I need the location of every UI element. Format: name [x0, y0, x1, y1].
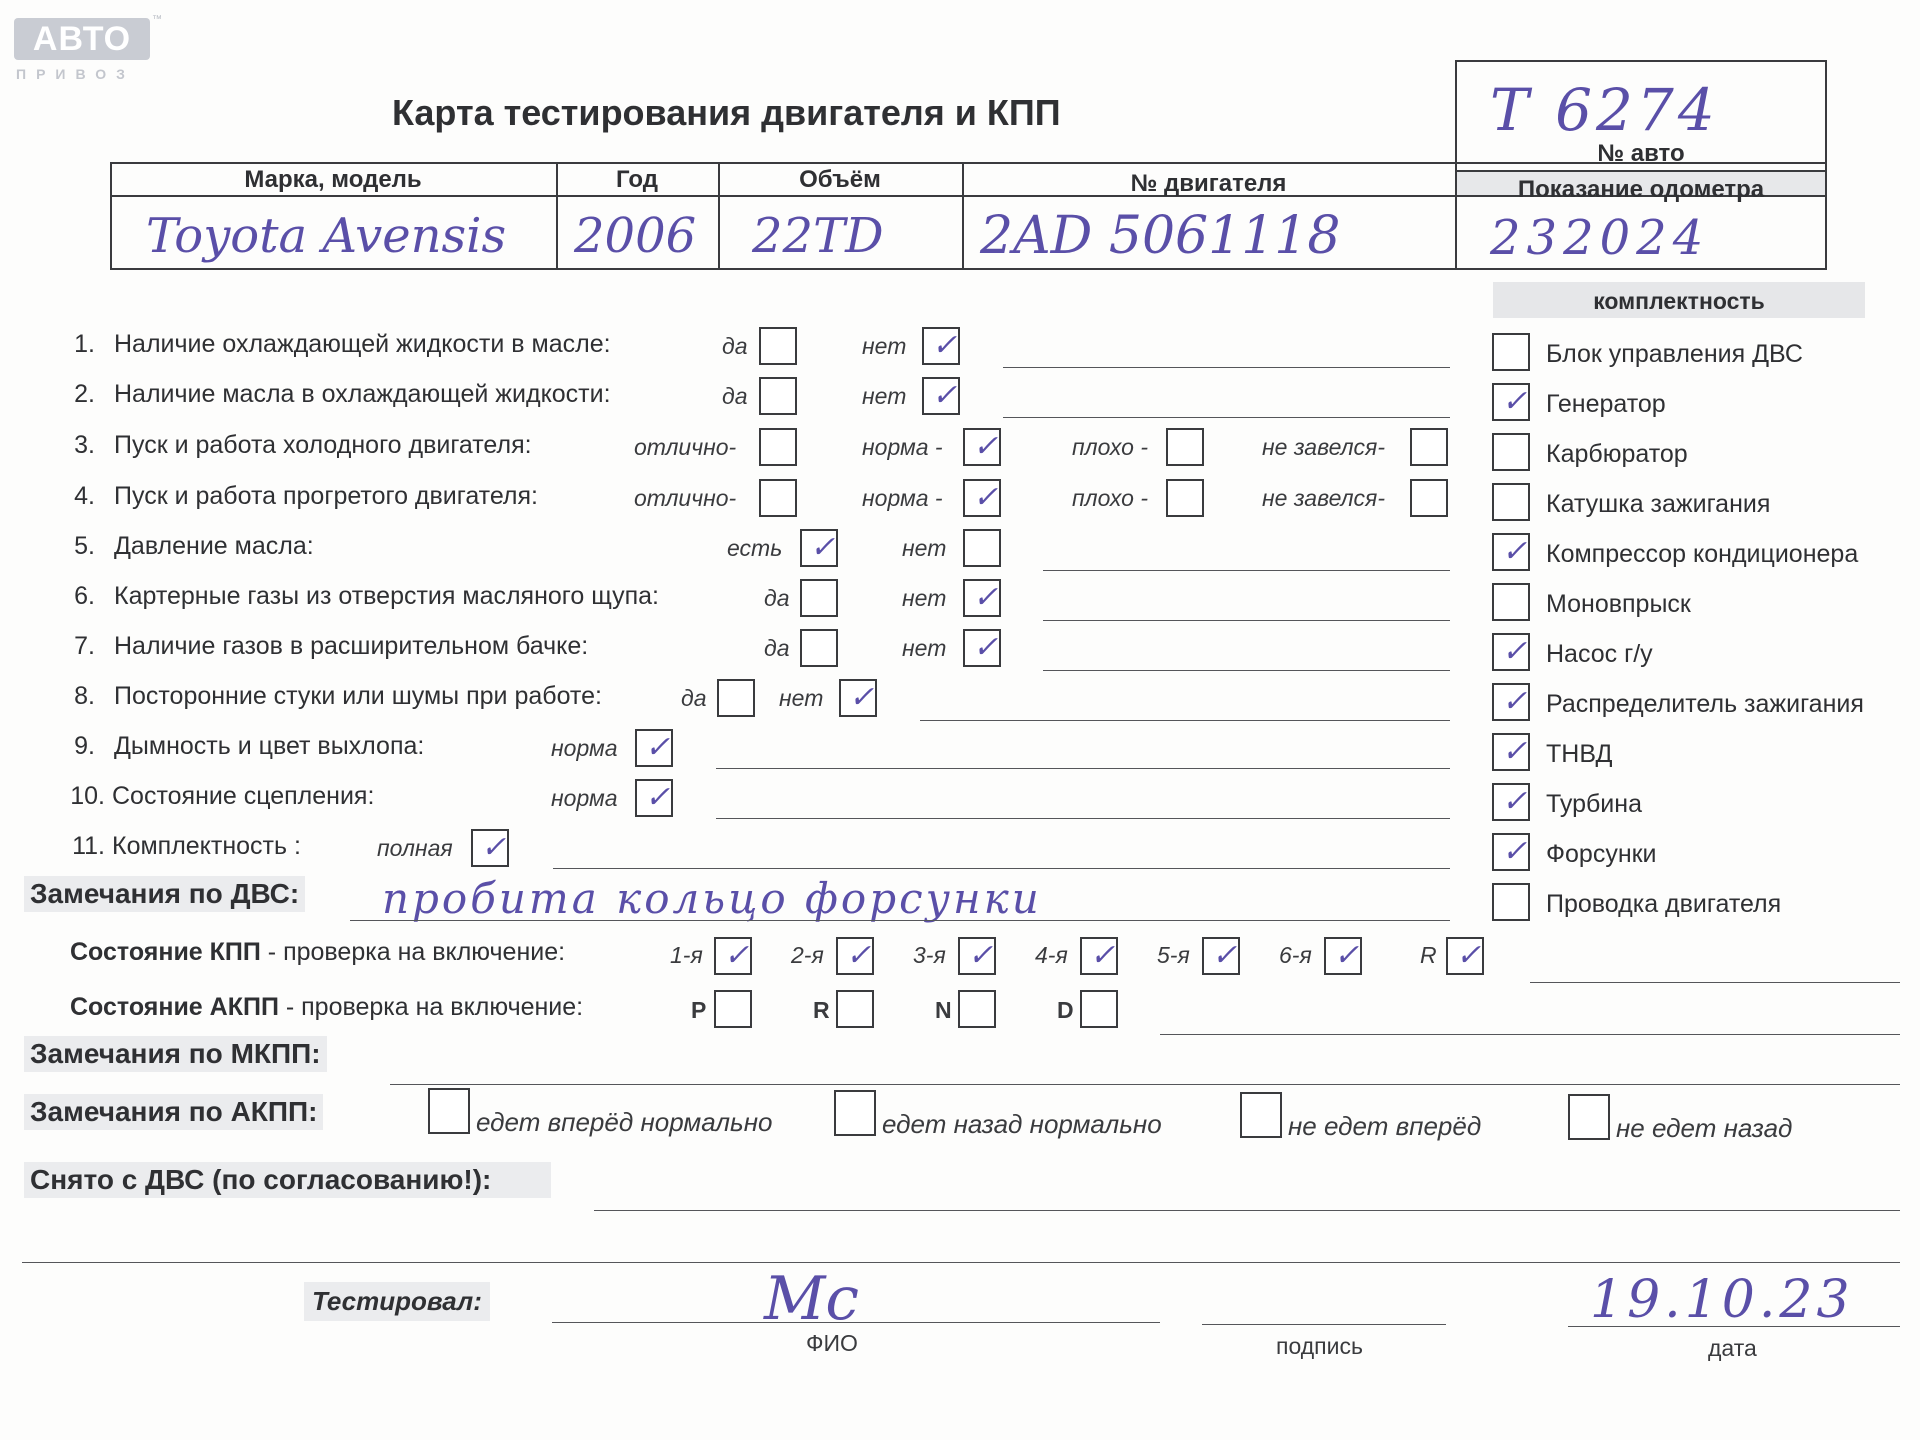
kit-check-distributor: ✓	[1502, 684, 1528, 719]
row-label: Дымность и цвет выхлопа:	[114, 732, 425, 760]
row-label: Комплектность :	[112, 832, 301, 860]
row-option-label: полная	[377, 835, 453, 861]
row-number: 11.	[72, 832, 105, 860]
kit-check-turbine: ✓	[1502, 784, 1528, 819]
kit-label-monoinjection: Моновпрыск	[1546, 590, 1691, 618]
kit-check-injectors: ✓	[1502, 834, 1528, 869]
kpp-gear-label: 6-я	[1279, 942, 1312, 968]
kit-label-distributor: Распределитель зажигания	[1546, 690, 1864, 718]
row-option-label: да	[764, 635, 790, 661]
row-checkbox[interactable]	[800, 579, 838, 617]
row-check-mark: ✓	[810, 530, 836, 565]
kit-label-ecu: Блок управления ДВС	[1546, 340, 1803, 368]
row-option-label: плохо -	[1072, 434, 1148, 460]
row-checkbox[interactable]	[759, 428, 797, 466]
row-check-mark: ✓	[932, 328, 958, 363]
row-option-label: не завелся-	[1262, 434, 1386, 460]
removed-label: Снято с ДВС (по согласованию!):	[24, 1162, 551, 1198]
row-number: 3.	[74, 431, 95, 459]
kpp-gear-check: ✓	[1456, 938, 1482, 973]
akpp-mode-label: N	[935, 997, 952, 1023]
akpp-backward-ok-checkbox[interactable]	[834, 1090, 876, 1136]
row-check-mark: ✓	[973, 580, 999, 615]
row-check-mark: ✓	[973, 630, 999, 665]
row-check-mark: ✓	[645, 730, 671, 765]
page-title: Карта тестирования двигателя и КПП	[392, 92, 1061, 133]
date-caption: дата	[1708, 1335, 1757, 1361]
kpp-label: Состояние КПП - проверка на включение:	[70, 938, 566, 966]
row-notes-line	[1043, 570, 1450, 571]
year-value[interactable]: 2006	[574, 208, 697, 264]
row-notes-line	[1003, 367, 1450, 368]
engine-number-value[interactable]: 2AD 5061118	[980, 206, 1341, 266]
row-option-label: нет	[862, 383, 907, 409]
akpp-no-backward-checkbox[interactable]	[1568, 1094, 1610, 1140]
row-notes-line	[1003, 417, 1450, 418]
kit-label-injectors: Форсунки	[1546, 840, 1657, 868]
row-option-label: да	[722, 383, 748, 409]
row-checkbox[interactable]	[963, 529, 1001, 567]
row-checkbox[interactable]	[759, 327, 797, 365]
akpp-no-forward-label: не едет вперёд	[1288, 1111, 1482, 1141]
auto-number-value[interactable]: Т 6274	[1490, 76, 1719, 144]
row-check-mark: ✓	[932, 378, 958, 413]
row-number: 5.	[74, 532, 95, 560]
kpp-gear-label: 3-я	[913, 942, 946, 968]
row-number: 8.	[74, 682, 95, 710]
row-label: Наличие охлаждающей жидкости в масле:	[114, 330, 611, 358]
volume-value[interactable]: 22TD	[752, 208, 884, 264]
row-checkbox[interactable]	[1166, 479, 1204, 517]
row-option-label: норма	[551, 735, 618, 761]
row-label: Картерные газы из отверстия масляного щупа:	[114, 582, 659, 610]
kit-check-ac-compressor: ✓	[1502, 534, 1528, 569]
signature-value[interactable]: Мс	[764, 1264, 860, 1334]
row-check-mark: ✓	[973, 480, 999, 515]
row-label: Пуск и работа прогретого двигателя:	[114, 482, 538, 510]
kit-label-carburetor: Карбюратор	[1546, 440, 1688, 468]
akpp-forward-ok-checkbox[interactable]	[428, 1088, 470, 1134]
row-option-label: нет	[862, 333, 907, 359]
row-number: 10.	[70, 782, 105, 810]
kit-label-turbine: Турбина	[1546, 790, 1642, 818]
remarks-mkpp-label: Замечания по МКПП:	[24, 1036, 327, 1072]
kpp-gear-label: 1-я	[670, 942, 703, 968]
row-label: Наличие газов в расширительном бачке:	[114, 632, 589, 660]
row-notes-line	[716, 768, 1450, 769]
removed-line	[594, 1210, 1900, 1211]
akpp-forward-ok-label: едет вперёд нормально	[476, 1107, 773, 1137]
kit-label-tnvd: ТНВД	[1546, 740, 1613, 768]
date-value[interactable]: 19.10.23	[1590, 1270, 1854, 1330]
signature-line	[1202, 1324, 1446, 1325]
row-label: Наличие масла в охлаждающей жидкости:	[114, 380, 611, 408]
auto-number-label: № авто	[1597, 140, 1685, 167]
row-notes-line	[920, 720, 1450, 721]
row-option-label: норма -	[862, 434, 943, 460]
row-number: 4.	[74, 482, 95, 510]
akpp-mode-label: P	[691, 997, 707, 1023]
kpp-gear-check: ✓	[1212, 938, 1238, 973]
row-option-label: да	[722, 333, 748, 359]
row-label: Давление масла:	[114, 532, 314, 560]
row-number: 7.	[74, 632, 95, 660]
row-option-label: нет	[779, 685, 824, 711]
kit-label-ignition-coil: Катушка зажигания	[1546, 490, 1771, 518]
row-option-label: отлично-	[634, 485, 737, 511]
kit-checkbox-ecu[interactable]	[1492, 333, 1530, 371]
row-option-label: отлично-	[634, 434, 737, 460]
kpp-gear-check: ✓	[846, 938, 872, 973]
row-label: Посторонние стуки или шумы при работе:	[114, 682, 602, 710]
kpp-notes-line	[1530, 982, 1900, 983]
kit-label-ps-pump: Насос г/у	[1546, 640, 1653, 668]
kit-title: комплектность	[1593, 288, 1765, 314]
kpp-gear-check: ✓	[724, 938, 750, 973]
odometer-value[interactable]: 232024	[1490, 210, 1710, 266]
row-notes-line	[716, 818, 1450, 819]
kit-checkbox-carburetor[interactable]	[1492, 433, 1530, 471]
removed-line-2	[22, 1262, 1900, 1263]
row-label: Состояние сцепления:	[112, 782, 375, 810]
remarks-engine-value[interactable]: пробита кольцо форсунки	[382, 874, 1042, 923]
signature-caption: подпись	[1276, 1333, 1363, 1359]
row-checkbox[interactable]	[800, 629, 838, 667]
brand-model-value[interactable]: Toyota Avensis	[146, 208, 507, 264]
akpp-no-backward-label: не едет назад	[1616, 1113, 1793, 1143]
header-engine-number: № двигателя	[1130, 170, 1287, 197]
row-option-label: нет	[902, 635, 947, 661]
kit-checkbox-ignition-coil[interactable]	[1492, 483, 1530, 521]
kit-checkbox-wiring[interactable]	[1492, 883, 1530, 921]
row-option-label: норма	[551, 785, 618, 811]
header-odometer: Показание одометра	[1517, 176, 1765, 203]
akpp-no-forward-checkbox[interactable]	[1240, 1092, 1282, 1138]
logo-trademark: ™	[152, 14, 162, 25]
row-check-mark: ✓	[849, 680, 875, 715]
header-year: Год	[616, 166, 658, 193]
row-option-label: есть	[727, 535, 783, 561]
remarks-engine-label: Замечания по ДВС:	[24, 876, 305, 912]
akpp-mode-checkbox[interactable]	[714, 990, 752, 1028]
row-label: Пуск и работа холодного двигателя:	[114, 431, 532, 459]
row-option-label: нет	[902, 535, 947, 561]
row-checkbox[interactable]	[759, 479, 797, 517]
row-check-mark: ✓	[973, 429, 999, 464]
kit-check-generator: ✓	[1502, 384, 1528, 419]
fio-line	[552, 1322, 1160, 1323]
kpp-gear-check: ✓	[1334, 938, 1360, 973]
kpp-gear-check: ✓	[968, 938, 994, 973]
row-number: 6.	[74, 582, 95, 610]
row-option-label: да	[764, 585, 790, 611]
row-checkbox[interactable]	[1166, 428, 1204, 466]
kit-label-ac-compressor: Компрессор кондиционера	[1546, 540, 1859, 568]
row-option-label: плохо -	[1072, 485, 1148, 511]
header-volume: Объём	[799, 166, 881, 193]
row-notes-line	[1043, 670, 1450, 671]
fio-caption: ФИО	[806, 1330, 858, 1356]
header-brand-model: Марка, модель	[244, 166, 422, 193]
row-checkbox[interactable]	[1410, 428, 1448, 466]
akpp-backward-ok-label: едет назад нормально	[882, 1109, 1162, 1139]
kit-check-tnvd: ✓	[1502, 734, 1528, 769]
akpp-mode-checkbox[interactable]	[836, 990, 874, 1028]
tested-label: Тестировал:	[304, 1282, 490, 1321]
row-notes-line	[553, 868, 1450, 869]
row-checkbox[interactable]	[717, 679, 755, 717]
row-number: 9.	[74, 732, 95, 760]
row-option-label: да	[681, 685, 707, 711]
kit-label-wiring: Проводка двигателя	[1546, 890, 1782, 918]
akpp-mode-label: R	[813, 997, 830, 1023]
row-option-label: норма -	[862, 485, 943, 511]
kpp-gear-label: 2-я	[791, 942, 824, 968]
remarks-mkpp-line	[390, 1084, 1900, 1085]
row-checkbox[interactable]	[1410, 479, 1448, 517]
remarks-akpp-label: Замечания по АКПП:	[24, 1094, 323, 1130]
row-number: 2.	[74, 380, 95, 408]
kit-check-ps-pump: ✓	[1502, 634, 1528, 669]
akpp-notes-line	[1160, 1034, 1900, 1035]
remarks-engine-line	[350, 920, 1450, 921]
logo-text: АВТО	[32, 20, 132, 58]
akpp-mode-checkbox[interactable]	[1080, 990, 1118, 1028]
kpp-gear-label: 4-я	[1035, 942, 1068, 968]
row-notes-line	[1043, 620, 1450, 621]
row-checkbox[interactable]	[759, 377, 797, 415]
kpp-gear-label: R	[1420, 942, 1437, 968]
row-option-label: не завелся-	[1262, 485, 1386, 511]
kpp-gear-check: ✓	[1090, 938, 1116, 973]
logo-subtitle: ПРИВОЗ	[16, 66, 135, 82]
row-option-label: нет	[902, 585, 947, 611]
akpp-mode-checkbox[interactable]	[958, 990, 996, 1028]
kit-label-generator: Генератор	[1546, 390, 1666, 418]
kpp-gear-label: 5-я	[1157, 942, 1190, 968]
row-check-mark: ✓	[645, 780, 671, 815]
akpp-label: Состояние АКПП - проверка на включение:	[70, 993, 584, 1021]
row-check-mark: ✓	[481, 830, 507, 865]
row-number: 1.	[74, 330, 95, 358]
kit-checkbox-monoinjection[interactable]	[1492, 583, 1530, 621]
akpp-mode-label: D	[1057, 997, 1074, 1023]
